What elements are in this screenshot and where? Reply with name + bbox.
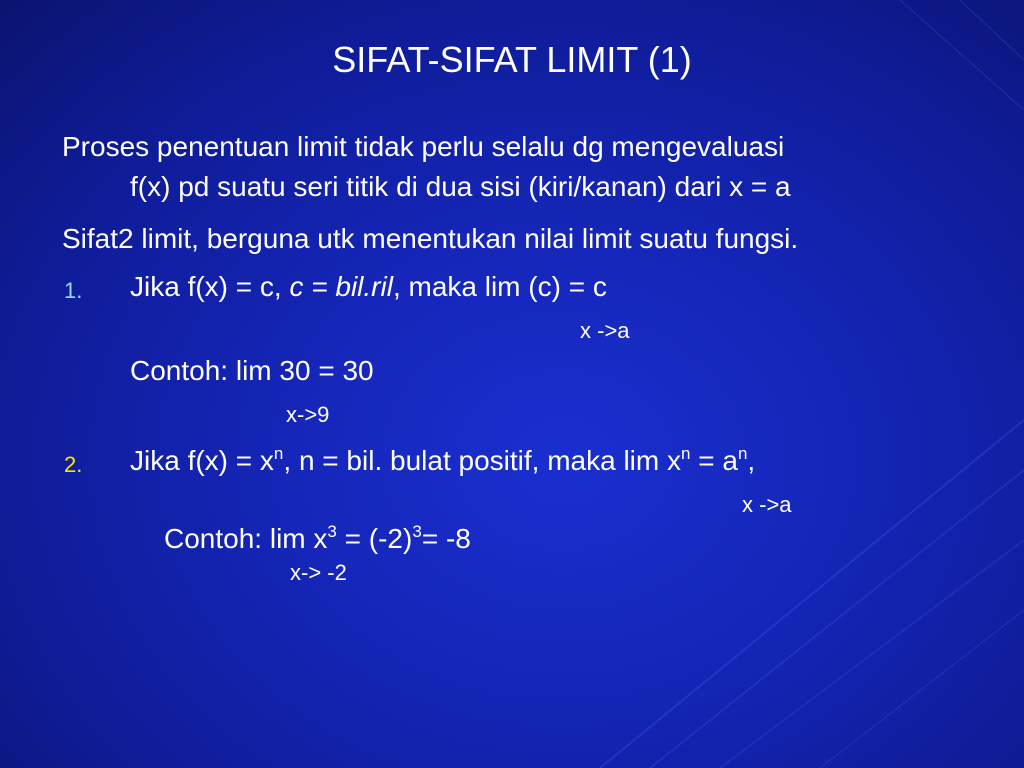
item-2-example-text-a: Contoh: lim x (164, 523, 328, 554)
item-2-sup-c: n (737, 443, 748, 463)
item-2-limit-subscript: x ->a (742, 492, 792, 517)
item-1-statement (130, 270, 607, 304)
list-number-1: 1. (64, 278, 83, 303)
item-2-example-sup-a: 3 (327, 521, 337, 541)
item-1-text-a: Jika f(x) = c, (130, 271, 290, 302)
list-number-2: 2. (64, 452, 83, 477)
item-1-text-b: , maka lim (c) = c (392, 271, 607, 302)
item-2-text-b: , n = bil. bulat positif, maka lim x (283, 445, 681, 476)
item-2-example-text-b: = (-2) (336, 523, 413, 554)
item-2-example-subscript: x-> -2 (290, 560, 347, 585)
item-1-example: Contoh: lim 30 = 30 (130, 355, 374, 386)
item-1-example-subscript: x->9 (286, 402, 330, 427)
item-2-statement (130, 444, 755, 478)
item-2-example (164, 522, 471, 556)
item-2-example-text-c: = -8 (421, 523, 471, 554)
item-2-text-a: Jika f(x) = x (130, 445, 274, 476)
item-1-limit-subscript: x ->a (580, 318, 630, 343)
item-2-sup-b: n (681, 443, 691, 463)
paragraph-1-line-1: Proses penentuan limit tidak perlu selalu dg mengevaluasi (62, 131, 785, 162)
item-1-text-italic: c = bil.ril (289, 271, 393, 302)
item-2-sup-a: n (273, 443, 284, 463)
item-2-text-d: , (747, 445, 756, 476)
slide-title: SIFAT-SIFAT LIMIT (1) (332, 39, 692, 80)
item-2-text-c: = a (690, 445, 738, 476)
paragraph-1-line-2: f(x) pd suatu seri titik di dua sisi (kiri/kanan) dari x = a (130, 171, 791, 202)
item-2-example-sup-b: 3 (412, 521, 422, 541)
paragraph-2: Sifat2 limit, berguna utk menentukan nilai limit suatu fungsi. (62, 223, 799, 254)
